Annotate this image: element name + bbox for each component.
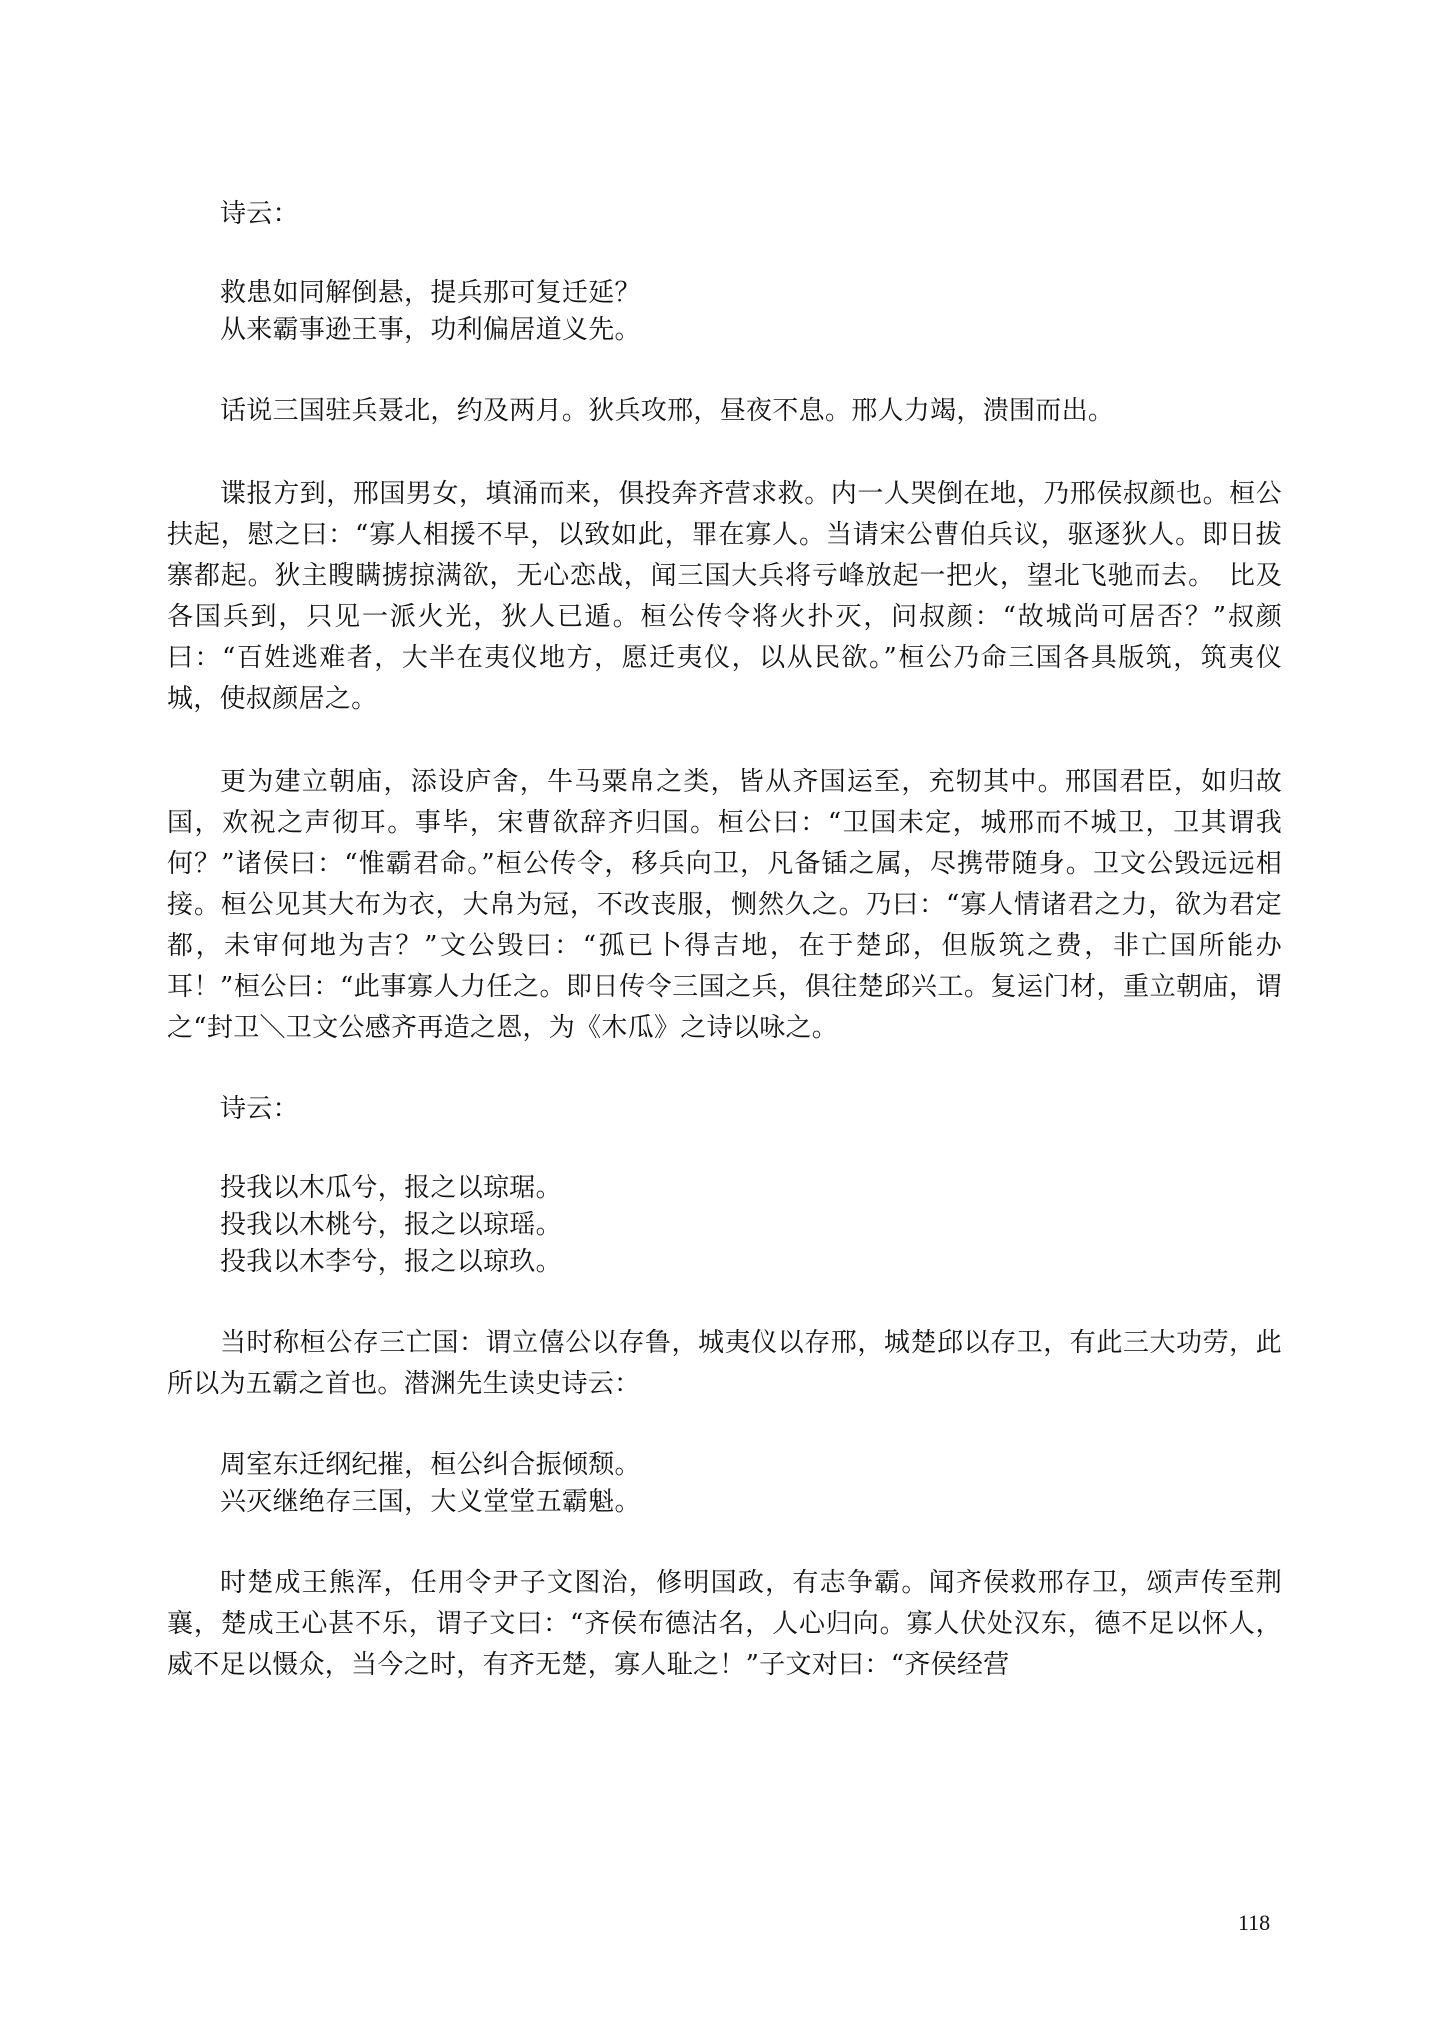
spacer [167, 720, 1282, 762]
paragraph: 当时称桓公存三亡国：谓立僖公以存鲁，城夷仪以存邢，城楚邱以存卫，有此三大功劳，此所以为五霸之首也。潜渊先生读史诗云： [167, 1328, 1282, 1399]
poem-line: 投我以木李兮，报之以琼玖。 [220, 1247, 562, 1277]
poem-block [167, 1170, 1282, 1281]
spacer [167, 349, 1282, 391]
spacer [167, 1281, 1282, 1323]
paragraph: 谍报方到，邢国男女，填涌而来，俱投奔齐营求救。内一人哭倒在地，乃邢侯叔颜也。桓公扶起，慰之曰：“寡人相援不早，以致如此，罪在寡人。当请宋公曹伯兵议，驱逐狄人。即日拔寨都起。狄主瞍瞒掳掠满欲，无心恋战，闻三国大兵将亏峰放起一把火，望北飞驰而去。 比及各国兵到，只见一派火光，狄人已遁。桓公传令将火扑灭，问叔颜：“故城尚可居否？”叔颜曰：“百姓逃难者，大半在夷仪地方，愿迁夷仪，以从民欲。”桓公乃命三国各具版筑，筑夷仪城，使叔颜居之。 [167, 479, 1282, 714]
spacer [167, 1521, 1282, 1563]
poem-block [167, 1447, 1282, 1521]
spacer [167, 1049, 1282, 1091]
poem-line: 从来霸事逊王事，功利偏居道义先。 [220, 315, 641, 345]
paragraph: 话说三国驻兵聂北，约及两月。狄兵攻邢，昼夜不息。邢人力竭，溃围而出。 [220, 396, 1115, 426]
spacer [167, 432, 1282, 474]
page-number: 118 [1238, 1910, 1271, 1935]
poem-line: 投我以木桃兮，报之以琼瑶。 [220, 1210, 562, 1240]
spacer [167, 1405, 1282, 1447]
poem-line: 周室东迁纲纪摧，桓公纠合振倾颓。 [220, 1450, 641, 1480]
poem-line: 兴灭继绝存三国，大义堂堂五霸魁。 [220, 1487, 641, 1517]
spacer [167, 1128, 1282, 1170]
poem-block [167, 275, 1282, 349]
page-body [167, 196, 1282, 1686]
poem-intro-label: 诗云： [220, 199, 299, 229]
poem-line: 救患如同解倒悬，提兵那可复迁延？ [220, 278, 641, 308]
paragraph: 更为建立朝庙，添设庐舍，牛马粟帛之类，皆从齐国运至，充牣其中。邢国君臣，如归故国，欢祝之声彻耳。事毕，宋曹欲辞齐归国。桓公曰：“卫国未定，城邢而不城卫，卫其谓我何？”诸侯曰：“惟霸君命。”桓公传令，移兵向卫，凡备锸之属，尽携带随身。卫文公毁远远相接。桓公见其大布为衣，大帛为冠，不改丧服，恻然久之。乃曰：“寡人情诸君之力，欲为君定都，未审何地为吉？”文公毁曰：“孤已卜得吉地，在于楚邱，但版筑之费，非亡国所能办耳！”桓公曰：“此事寡人力任之。即日传令三国之兵，俱往楚邱兴工。复运门材，重立朝庙，谓之“封卫＼卫文公感齐再造之恩，为《木瓜》之诗以咏之。 [167, 767, 1282, 1043]
poem-line: 投我以木瓜兮，报之以琼琚。 [220, 1173, 562, 1203]
spacer [167, 233, 1282, 275]
paragraph: 时楚成王熊浑，任用令尹子文图治，修明国政，有志争霸。闻齐侯救邢存卫，颂声传至荆襄，楚成王心甚不乐，谓子文曰：“齐侯布德沽名，人心归向。寡人伏处汉东，德不足以怀人，威不足以慑众，当今之时，有齐无楚，寡人耻之！”子文对曰：“齐侯经营 [167, 1568, 1282, 1680]
poem-intro-label: 诗云： [220, 1094, 299, 1124]
